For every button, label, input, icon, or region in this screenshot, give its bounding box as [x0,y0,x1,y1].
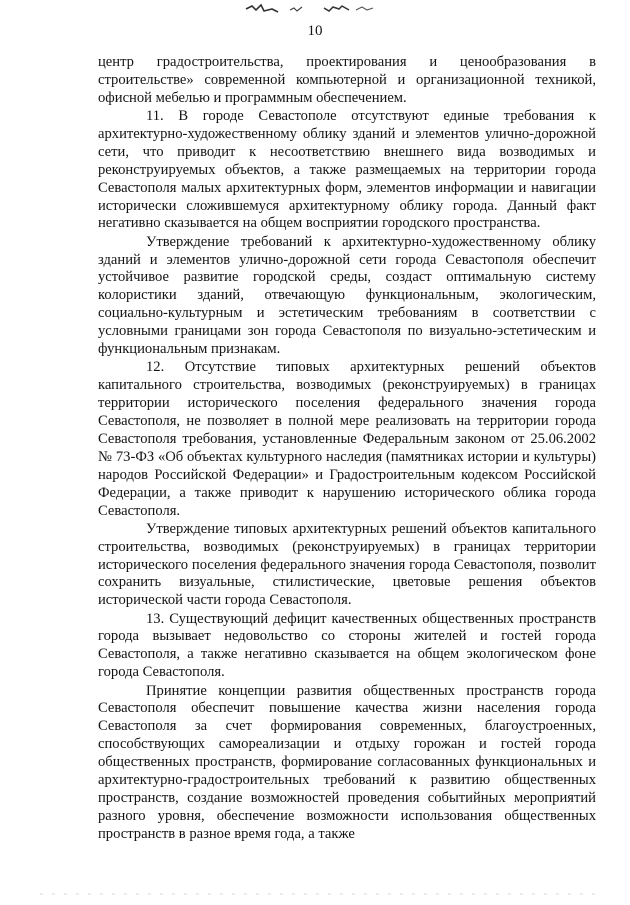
document-body [98,54,596,844]
scan-bottom-edge [40,893,600,895]
page-number: 10 [307,23,323,39]
paragraph-continuation: центр градостроительства, проектирования и ценообразования в строительстве» современной компьютерной и организационной техникой, офисной мебелью и программным обеспечением. [98,54,596,106]
paragraph-item-13-concept: Принятие концепции развития общественных пространств города Севастополя обеспечит повышение качества жизни населения города Севастополя за счет формирования современных, благоустроенных, способствующих самореализации и отдыху горожан и гостей города общественных пространств, формирование согласованных функциональных и архитектурно-градостроительных требований к развитию общественных пространств, создание возможностей проведения событийных мероприятий разного уровня, обеспечение возможности использования общественных пространств в разное время года, а также [98,682,596,842]
scan-artifact-mark [238,2,388,16]
paragraph-item-12: 12. Отсутствие типовых архитектурных решений объектов капитального строительства, возводимых (реконструируемых) в границах территории исторического поселения федерального значения города Севастополя, не позволяет в полной мере реализовать на территории города Севастополя требования, установленные Федеральным законом от 25.06.2002 № 73-ФЗ «Об объектах культурного наследия (памятниках истории и культуры) народов Российской Федерации» и Градостроительным кодексом Российской Федерации, а также приводит к нарушению исторического облика города Севастополя. [98,359,596,519]
paragraph-item-13: 13. Существующий дефицит качественных общественных пространств города вызывает недовольство со стороны жителей и гостей города Севастополя, а также негативно сказывается на общем экологическом фоне города Севастополя. [98,610,596,681]
paragraph-item-11-approval: Утверждение требований к архитектурно-художественному облику зданий и элементов улично-дорожной сети города Севастополя обеспечит устойчивое развитие городской среды, создаст оптимальную систему колористики зданий, отвечающую функциональным, экологическим, социально-культурным и эстетическим требованиям в соответствии с условными границами зон города Севастополя по визуально-эстетическим и функциональным признакам. [98,233,596,358]
paragraph-item-12-approval: Утверждение типовых архитектурных решений объектов капитального строительства, возводимых (реконструируемых) в границах территории исторического поселения федерального значения города Севастополя, позволит сохранить визуальные, стилистические, цветовые решения объектов исторической части города Севастополя. [98,520,596,609]
paragraph-item-11: 11. В городе Севастополе отсутствуют единые требования к архитектурно-художественному облику зданий и элементов улично-дорожной сети, что приводит к несоответствию внешнего вида возводимых и реконструируемых объектов, а также размещаемых на территории города Севастополя малых архитектурных форм, элементов информации и навигации исторически сложившемуся архитектурному облику города. Данный факт негативно сказывается на общем восприятии городского пространства. [98,108,596,232]
